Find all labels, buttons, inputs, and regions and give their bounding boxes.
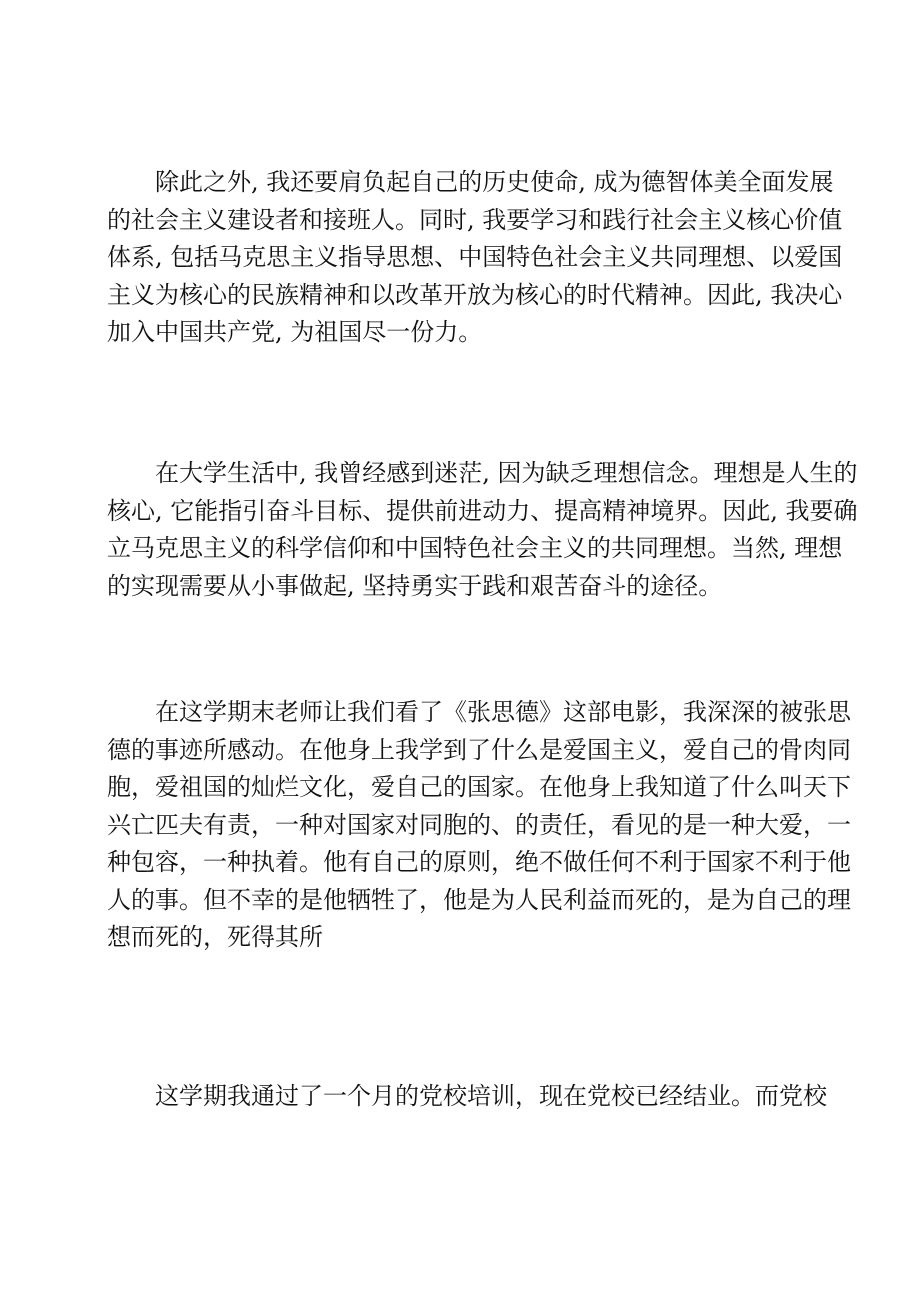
paragraph-line: 胞，爱祖国的灿烂文化，爱自己的国家。在他身上我知道了什么叫天下 [107, 773, 851, 801]
paragraph-line: 兴亡匹夫有责，一种对国家对同胞的、的责任，看见的是一种大爱，一 [107, 810, 851, 839]
paragraph-line: 这学期我通过了一个月的党校培训，现在党校已经结业。而党校 [155, 1082, 827, 1110]
paragraph-line: 想而死的，死得其所 [107, 923, 323, 951]
paragraph-line: 的实现需要从小事做起, 坚持勇实于践和艰苦奋斗的途径。 [107, 571, 723, 600]
paragraph-line: 德的事迹所感动。在他身上我学到了什么是爱国主义，爱自己的骨肉同 [107, 735, 851, 764]
paragraph-line: 立马克思主义的科学信仰和中国特色社会主义的共同理想。当然, 理想 [107, 534, 843, 562]
paragraph-ideals [107, 455, 858, 605]
paragraph-line: 主义为核心的民族精神和以改革开放为核心的时代精神。因此, 我决心 [107, 280, 843, 309]
paragraph-line: 人的事。但不幸的是他牺牲了，他是为人民利益而死的，是为自己的理 [107, 885, 851, 914]
paragraph-party-school [107, 1078, 827, 1116]
paragraph-line: 在大学生活中, 我曾经感到迷茫, 因为缺乏理想信念。理想是人生的 [155, 459, 858, 487]
paragraph-line: 除此之外, 我还要肩负起自己的历史使命, 成为德智体美全面发展 [155, 168, 834, 196]
paragraph-film [107, 694, 851, 957]
paragraph-line: 在这学期末老师让我们看了《张思德》这部电影，我深深的被张思 [155, 698, 851, 726]
paragraph-line: 加入中国共产党, 为祖国尽一份力。 [107, 318, 483, 346]
paragraph-line: 种包容，一种执着。他有自己的原则，绝不做任何不利于国家不利于他 [107, 848, 851, 876]
paragraph-line: 的社会主义建设者和接班人。同时, 我要学习和践行社会主义核心价值 [107, 205, 843, 234]
paragraph-line: 体系, 包括马克思主义指导思想、中国特色社会主义共同理想、以爱国 [107, 243, 843, 271]
paragraph-line: 核心, 它能指引奋斗目标、提供前进动力、提高精神境界。因此, 我要确 [107, 496, 858, 525]
paragraph-mission [107, 164, 843, 352]
